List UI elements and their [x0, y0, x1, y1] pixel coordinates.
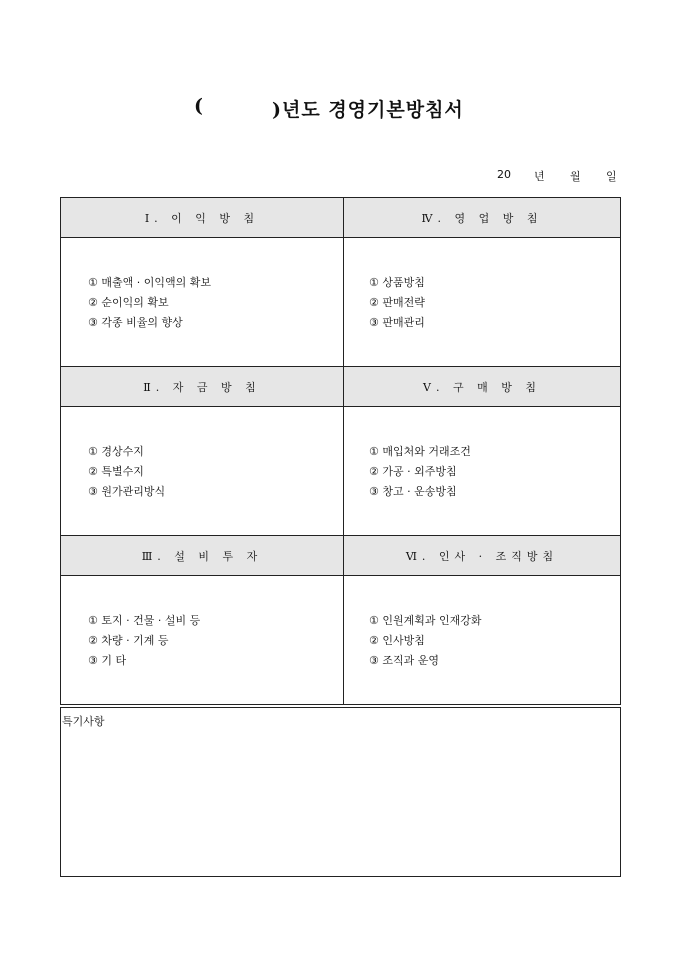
section-body-purchase [369, 442, 471, 502]
list-item: ② 판매전략 [369, 296, 425, 309]
notes-label: 특기사항 [62, 715, 105, 728]
section-header-funds: Ⅱ. 자 금 방 침 [61, 367, 343, 407]
list-item: ③ 판매관리 [369, 316, 425, 329]
title-text: )년도 경영기본방침서 [272, 99, 464, 121]
date-year-label: 년 [534, 170, 545, 183]
list-item: ② 가공 · 외주방침 [369, 465, 457, 478]
section-header-facility: Ⅲ. 설 비 투 자 [61, 536, 343, 576]
list-item: ① 매입처와 거래조건 [369, 445, 471, 458]
list-item: ① 경상수지 [88, 445, 144, 458]
list-item: ① 상품방침 [369, 276, 425, 289]
list-item: ② 인사방침 [369, 634, 425, 647]
document-title [0, 95, 680, 123]
section-header-purchase: Ⅴ. 구 매 방 침 [344, 367, 620, 407]
date-line [0, 168, 680, 184]
section-header-profit: Ⅰ. 이 익 방 침 [61, 198, 343, 238]
list-item: ① 토지 · 건물 · 설비 등 [88, 614, 201, 627]
section-header-sales: Ⅳ. 영 업 방 침 [344, 198, 620, 238]
date-year: 20 [497, 168, 511, 181]
list-item: ③ 원가관리방식 [88, 485, 166, 498]
list-item: ③ 각종 비율의 향상 [88, 316, 183, 329]
notes-box[interactable] [60, 707, 621, 877]
grid-divider [343, 198, 344, 704]
section-body-funds [88, 442, 165, 502]
section-body-facility [88, 611, 200, 671]
list-item: ① 인원계획과 인재강화 [369, 614, 482, 627]
list-item: ② 순이익의 확보 [88, 296, 169, 309]
date-month-label: 월 [570, 170, 581, 183]
list-item: ③ 창고 · 운송방침 [369, 485, 457, 498]
date-day-label: 일 [606, 170, 617, 183]
list-item: ③ 조직과 운영 [369, 654, 439, 667]
section-body-profit [88, 273, 211, 333]
title-paren-open: ( [194, 95, 204, 117]
section-body-sales [369, 273, 425, 333]
list-item: ② 특별수지 [88, 465, 144, 478]
section-header-hr: Ⅵ. 인사 · 조직방침 [344, 536, 620, 576]
section-body-hr [369, 611, 482, 671]
policy-grid [60, 197, 621, 705]
list-item: ② 차량 · 기계 등 [88, 634, 169, 647]
list-item: ① 매출액 · 이익액의 확보 [88, 276, 211, 289]
list-item: ③ 기 타 [88, 654, 127, 667]
